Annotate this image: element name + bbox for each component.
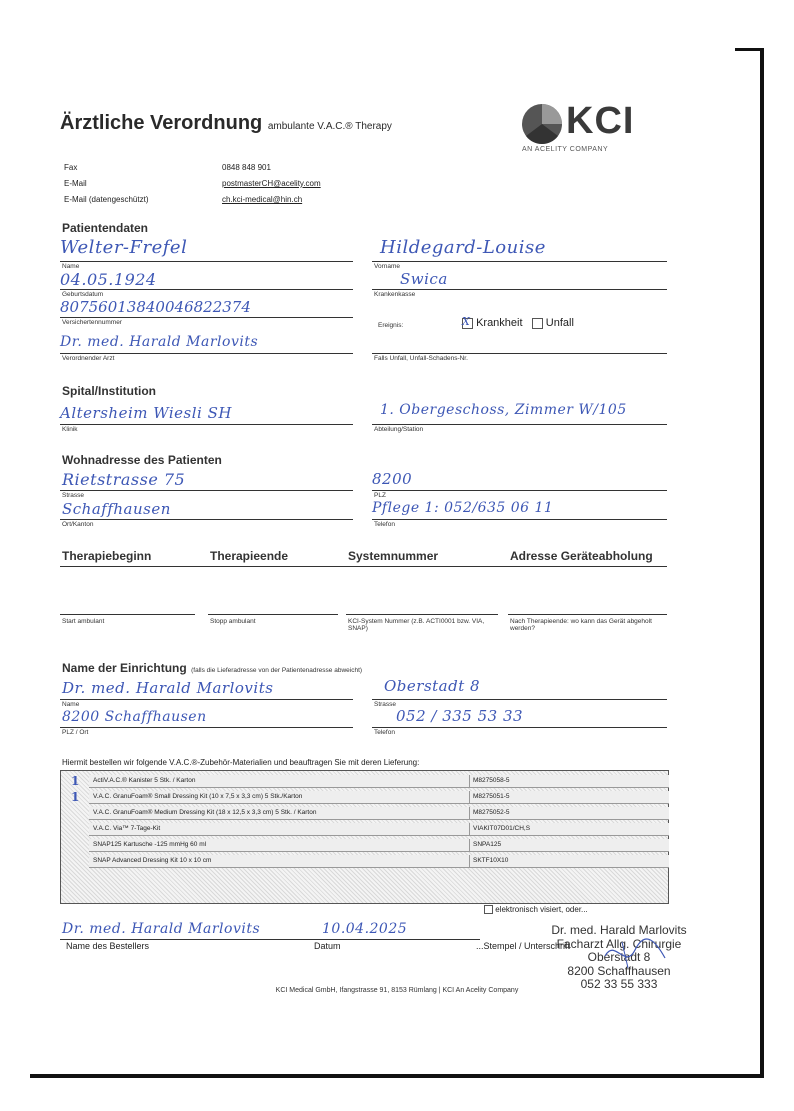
patient-insured-no: 80756013840046822374 <box>60 298 251 316</box>
company-footer: KCI Medical GmbH, Ifangstrasse 91, 8153 Rümlang | KCI An Acelity Company <box>275 987 519 994</box>
event-label: Ereignis: <box>378 322 404 329</box>
kci-logo <box>520 100 650 155</box>
material-row[interactable] <box>71 774 669 788</box>
stamp-label: ...Stempel / Unterschrift <box>476 941 571 951</box>
material-name: SNAP125 Kartusche -125 mmHg 60 ml <box>93 841 207 848</box>
material-row[interactable] <box>89 839 669 852</box>
scan-frame-right <box>760 48 764 1078</box>
evisa-option[interactable] <box>484 905 588 914</box>
insurer-label: Krankenkasse <box>374 291 416 298</box>
therapy-start-heading: Therapiebeginn <box>62 549 152 563</box>
facility-heading-note: (falls die Lieferadresse von der Patientenadresse abweicht) <box>191 667 363 674</box>
facility-city-label: PLZ / Ort <box>62 729 89 736</box>
zip-label: PLZ <box>374 492 386 499</box>
system-number-heading: Systemnummer <box>348 549 439 563</box>
facility-city: 8200 Schaffhausen <box>62 709 207 725</box>
scan-frame-bottom <box>30 1074 764 1078</box>
orderer-name: Dr. med. Harald Marlovits <box>62 921 261 937</box>
city-label: Ort/Kanton <box>62 521 94 528</box>
email-label: E-Mail <box>64 179 87 188</box>
evisa-checkbox[interactable] <box>484 905 493 914</box>
stamp-line5: 052 33 55 333 <box>580 977 658 991</box>
department-name: 1. Obergeschoss, Zimmer W/105 <box>380 402 627 418</box>
material-code: M8275051-5 <box>469 791 510 803</box>
quantity-mark: 1 <box>71 774 80 788</box>
illness-checkbox[interactable] <box>462 314 473 329</box>
street-label: Strasse <box>62 492 85 499</box>
first-name-label: Vorname <box>374 263 401 270</box>
kci-logo-icon <box>520 102 564 146</box>
email2-label: E-Mail (datengeschützt) <box>64 195 149 204</box>
start-label: Start ambulant <box>62 618 105 625</box>
material-name: V.A.C. Via™ 7-Tage-Kit <box>93 825 161 832</box>
dob-label: Geburtsdatum <box>62 291 104 298</box>
fax-label: Fax <box>64 163 78 172</box>
patient-heading: Patientendaten <box>62 221 149 235</box>
subtitle-text: ambulante V.A.C.® Therapy <box>267 121 392 132</box>
materials-table <box>60 770 669 904</box>
stamp-line1: Dr. med. Harald Marlovits <box>551 923 687 937</box>
event-options <box>462 314 574 329</box>
patient-dob: 04.05.1924 <box>60 270 157 289</box>
patient-city: Schaffhausen <box>62 500 171 518</box>
phone-label: Telefon <box>374 521 395 528</box>
page-title <box>60 112 392 135</box>
material-name: SNAP Advanced Dressing Kit 10 x 10 cm <box>93 857 212 864</box>
material-row[interactable] <box>89 807 669 820</box>
system-label: KCI-System Nummer (z.B. ACTI0001 bzw. VIA, SNAP) <box>348 618 485 632</box>
address-heading: Wohnadresse des Patienten <box>62 453 222 467</box>
insured-no-label: Versichertennummer <box>62 319 122 326</box>
email-link[interactable]: postmasterCH@acelity.com <box>222 179 321 188</box>
facility-name-label: Name <box>62 701 80 708</box>
material-code: VIAKIT07D01/CH,S <box>469 823 530 835</box>
stamp-line3: Oberstadt 8 <box>587 950 651 964</box>
facility-phone-label: Telefon <box>374 729 395 736</box>
pickup-label: Nach Therapieende: wo kann das Gerät abgeholt werden? <box>510 618 652 632</box>
fax-value: 0848 848 901 <box>222 163 271 172</box>
material-row[interactable] <box>89 855 669 868</box>
facility-heading-text: Name der Einrichtung <box>62 661 187 675</box>
illness-label: Krankheit <box>476 317 523 329</box>
doctor-label: Verordnender Arzt <box>62 355 115 362</box>
logo-text: KCI <box>566 100 635 142</box>
clinic-name: Altersheim Wiesli SH <box>60 404 232 422</box>
title-text: Ärztliche Verordnung <box>60 112 263 134</box>
material-code: SNPA125 <box>469 839 501 851</box>
institution-heading: Spital/Institution <box>62 384 156 398</box>
patient-insurer: Swica <box>400 270 448 288</box>
patient-zip: 8200 <box>372 470 413 488</box>
material-code: SKTF10X10 <box>469 855 508 867</box>
logo-tagline: AN ACELITY COMPANY <box>522 146 609 153</box>
facility-name: Dr. med. Harald Marlovits <box>62 679 274 697</box>
material-name: ActiV.A.C.® Kanister 5 Stk. / Karton <box>93 777 196 784</box>
pickup-address-heading: Adresse Geräteabholung <box>510 549 653 563</box>
signature-scribble <box>600 936 670 972</box>
scan-frame-top <box>735 48 764 51</box>
email2-link[interactable]: ch.kci-medical@hin.ch <box>222 195 303 204</box>
material-name: V.A.C. GranuFoam® Small Dressing Kit (10 x 7,5 x 3,3 cm) 5 Stk./Karton <box>93 793 303 800</box>
patient-street: Rietstrasse 75 <box>62 470 186 489</box>
date-label: Datum <box>314 941 341 951</box>
material-row[interactable] <box>71 790 669 804</box>
department-label: Abteilung/Station <box>374 426 424 433</box>
stamp-line2: Facharzt Allg. Chirurgie <box>556 936 682 951</box>
accident-checkbox[interactable] <box>532 318 543 329</box>
name-label: Name <box>62 263 80 270</box>
materials-intro: Hiermit bestellen wir folgende V.A.C.®-Zubehör-Materialien und beauftragen Sie mit deren Lieferung: <box>62 758 420 767</box>
facility-street-label: Strasse <box>374 701 397 708</box>
prescribing-doctor: Dr. med. Harald Marlovits <box>60 334 259 350</box>
patient-name: Welter-Frefel <box>60 237 188 258</box>
facility-heading <box>62 659 362 677</box>
quantity-mark: 1 <box>71 790 80 804</box>
orderer-label: Name des Bestellers <box>66 941 150 951</box>
illness-check-mark: X <box>462 314 471 328</box>
patient-first-name: Hildegard-Louise <box>380 237 546 258</box>
accident-no-label: Falls Unfall, Unfall-Schadens-Nr. <box>374 355 468 362</box>
contact-values <box>222 160 321 208</box>
material-name: V.A.C. GranuFoam® Medium Dressing Kit (18 x 12,5 x 3,3 cm) 5 Stk. / Karton <box>93 809 317 816</box>
order-date: 10.04.2025 <box>322 921 408 937</box>
accident-label: Unfall <box>545 317 574 329</box>
facility-street: Oberstadt 8 <box>384 677 481 695</box>
contact-labels <box>64 160 148 208</box>
material-row[interactable] <box>89 823 669 836</box>
stop-label: Stopp ambulant <box>210 618 256 625</box>
material-code: M8275052-5 <box>469 807 510 819</box>
facility-phone: 052 / 335 53 33 <box>396 707 524 725</box>
material-code: M8275058-5 <box>469 775 510 787</box>
clinic-label: Klinik <box>62 426 78 433</box>
therapy-end-heading: Therapieende <box>210 549 289 563</box>
patient-phone: Pflege 1: 052/635 06 11 <box>372 500 554 516</box>
evisa-label: elektronisch visiert, oder... <box>495 905 588 914</box>
stamp-line4: 8200 Schaffhausen <box>567 963 671 978</box>
